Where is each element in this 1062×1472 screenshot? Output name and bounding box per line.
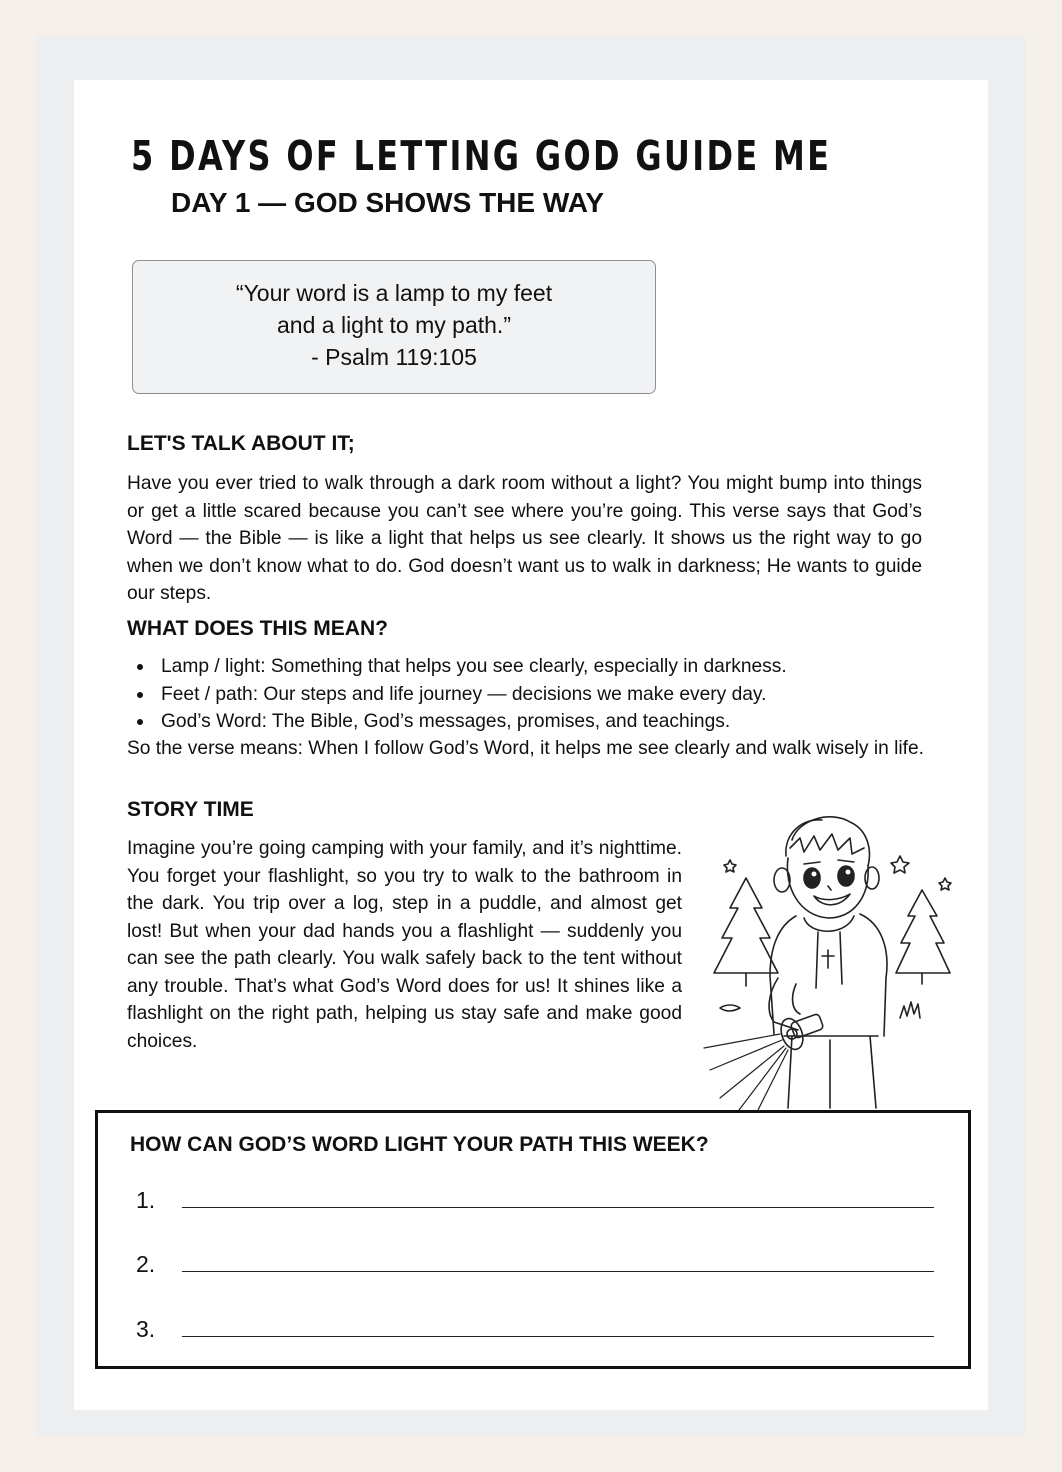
- boy-head-icon: [774, 817, 879, 918]
- answer-line-3: [98, 1316, 968, 1346]
- boy-body-icon: [769, 914, 887, 1108]
- meaning-heading: WHAT DOES THIS MEAN?: [127, 617, 388, 640]
- answer-line-2: [98, 1251, 968, 1281]
- story-paragraph: Imagine you’re going camping with your family, and it’s nighttime. You forget your flashlight, so you try to walk to the bathroom in the dark. You trip over a log, step in a puddle, and almost get lost! But when your dad hands you a flashlight — suddenly you can see the path clearly. You walk safely back to the tent without any trouble. That’s what God’s Word does for us! It shines like a flashlight on the right path, helping us stay safe and make good choices.: [127, 838, 682, 1052]
- boy-with-flashlight-illustration: [700, 808, 962, 1138]
- verse-box: [132, 260, 656, 394]
- reflection-question: HOW CAN GOD’S WORD LIGHT YOUR PATH THIS WEEK?: [130, 1133, 709, 1156]
- story-heading: STORY TIME: [127, 798, 254, 821]
- pine-tree-right-icon: [896, 890, 950, 984]
- meaning-summary: So the verse means: When I follow God’s Word, it helps me see clearly and walk wisely in life.: [127, 738, 924, 759]
- cross-necklace-icon: [822, 950, 834, 968]
- talk-heading: LET'S TALK ABOUT IT;: [127, 432, 355, 455]
- answer-blank-1[interactable]: [182, 1207, 934, 1208]
- meaning-list: [127, 653, 927, 736]
- page-title: 5 DAYS OF LETTING GOD GUIDE ME: [131, 132, 832, 180]
- talk-paragraph: Have you ever tried to walk through a dark room without a light? You might bump into things or get a little scared because you can’t see where you’re going. This verse says that God’s Word — the Bible — is like a light that helps us see clearly. It shows us the right way to go when we don’t know what to do. God doesn’t want us to walk in darkness; He wants to guide our steps.: [127, 473, 922, 604]
- star-icon: [724, 860, 736, 872]
- answer-number: 2.: [136, 1251, 156, 1277]
- list-item: Feet / path: Our steps and life journey — decisions we make every day.: [127, 681, 927, 709]
- answer-number: 3.: [136, 1316, 156, 1342]
- answer-blank-2[interactable]: [182, 1271, 934, 1272]
- verse-reference: - Psalm 119:105: [311, 344, 477, 370]
- answer-number: 1.: [136, 1187, 156, 1213]
- star-icon: [891, 856, 909, 873]
- answer-line-1: [98, 1187, 968, 1217]
- day-subtitle: DAY 1 — GOD SHOWS THE WAY: [171, 187, 605, 218]
- answer-blank-3[interactable]: [182, 1336, 934, 1337]
- star-icon: [939, 878, 951, 890]
- reflection-box: [95, 1110, 971, 1369]
- pine-tree-left-icon: [714, 878, 778, 986]
- verse-line-1: “Your word is a lamp to my feet: [235, 280, 553, 306]
- verse-line-2: and a light to my path.”: [277, 312, 511, 338]
- rock-icon: [720, 1005, 740, 1011]
- list-item: God’s Word: The Bible, God’s messages, promises, and teachings.: [127, 708, 927, 736]
- list-item: Lamp / light: Something that helps you see clearly, especially in darkness.: [127, 653, 927, 681]
- grass-icon: [900, 1002, 920, 1018]
